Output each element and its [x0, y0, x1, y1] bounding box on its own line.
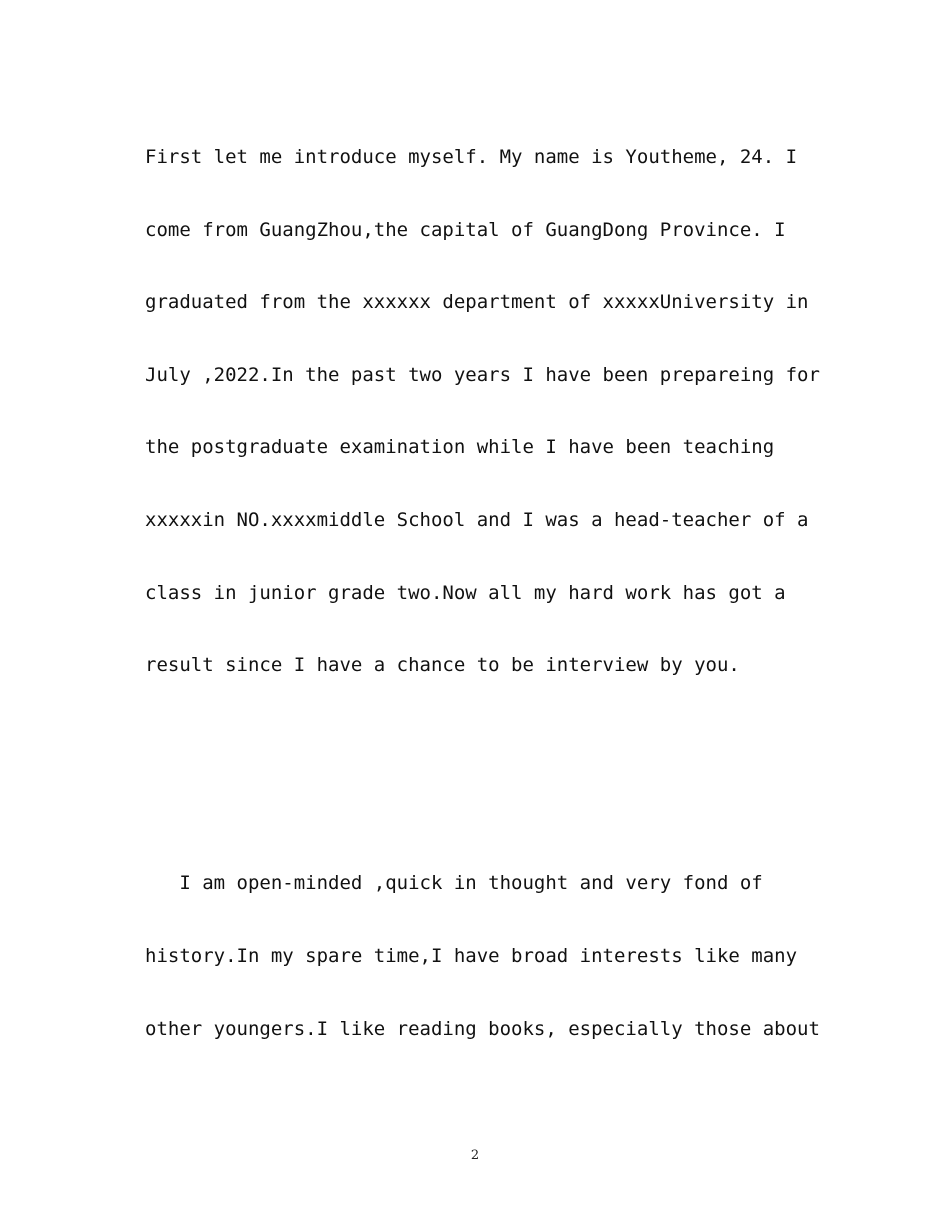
paragraph-line: graduated from the xxxxxx department of xxxxxUniversity in: [145, 291, 809, 313]
paragraph-line: I am open-minded ,quick in thought and very fond of: [145, 872, 763, 894]
paragraph-line: class in junior grade two.Now all my hard work has got a: [145, 582, 786, 604]
page-number: 2: [470, 1148, 480, 1163]
paragraph-line: First let me introduce myself. My name is Youtheme, 24. I: [145, 146, 798, 168]
paragraph-line: the postgraduate examination while I have been teaching: [145, 436, 775, 458]
paragraph-line: result since I have a chance to be interview by you.: [145, 654, 740, 676]
paragraph-line: history.In my spare time,I have broad interests like many: [145, 945, 798, 967]
paragraph-line: July ,2022.In the past two years I have been prepareing for: [145, 364, 820, 386]
paragraph-line: come from GuangZhou,the capital of GuangDong Province. I: [145, 219, 786, 241]
paragraph-line: other youngers.I like reading books, especially those about: [145, 1018, 820, 1040]
paragraph-line: xxxxxin NO.xxxxmiddle School and I was a head-teacher of a: [145, 509, 809, 531]
